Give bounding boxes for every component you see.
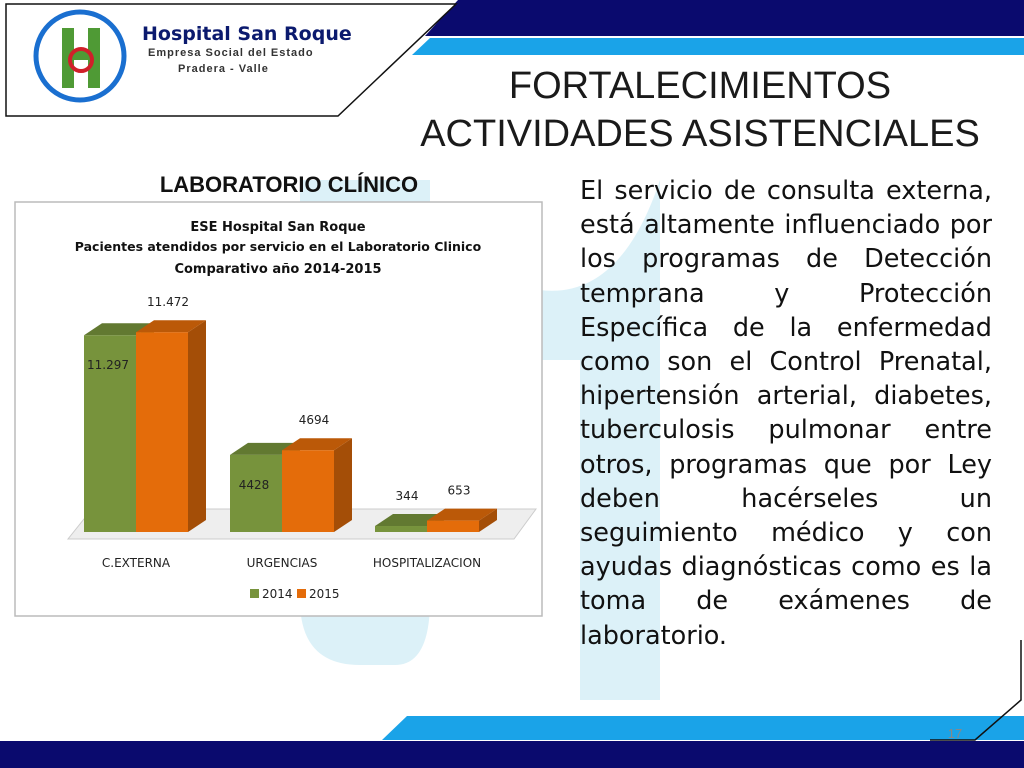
chart-title-line1: ESE Hospital San Roque <box>190 220 366 235</box>
bar-front <box>375 526 427 532</box>
logo-h-bar <box>62 51 100 60</box>
data-label-2014-1: 11.297 <box>87 358 129 373</box>
category-label-1: C.EXTERNA <box>101 556 171 570</box>
bar-front <box>136 332 188 532</box>
hospital-logo <box>30 8 352 108</box>
slide-title-line1: FORTALECIMIENTOS <box>508 65 892 107</box>
logo-name: Hospital San Roque <box>142 23 352 45</box>
bar-2015-2 <box>282 438 352 532</box>
category-label-3: HOSPITALIZACION <box>372 556 482 570</box>
data-label-2014-2: 4428 <box>238 477 270 492</box>
legend-swatch-2015 <box>297 589 306 598</box>
bar-side <box>334 438 352 532</box>
bottom-cyan-bar <box>382 716 1024 740</box>
category-label-2: URGENCIAS <box>246 556 318 570</box>
bar-2015-1 <box>136 320 206 532</box>
data-label-2015-2: 4694 <box>298 413 330 428</box>
top-cyan-bar <box>412 38 1024 55</box>
bottom-navy-bar <box>0 741 1024 768</box>
bar-side <box>188 320 206 532</box>
top-navy-bar <box>425 0 1024 36</box>
bar-chart <box>14 201 544 618</box>
logo-subtitle: Empresa Social del Estado <box>148 47 314 59</box>
chart-title-line2: Pacientes atendidos por servicio en el Laboratorio Clinico <box>74 239 482 254</box>
page-number: 17 <box>947 726 963 741</box>
logo-location: Pradera - Valle <box>178 63 269 75</box>
legend-label-2015: 2015 <box>309 587 340 601</box>
chart-title-line3: Comparativo año 2014-2015 <box>174 262 382 277</box>
data-label-2015-3: 653 <box>447 483 471 498</box>
body-paragraph: El servicio de consulta externa, está altamente influenciado por los programas de Detección temprana y Protección Específica de la enfermedad como son el Control Prenatal, hipertensión arterial, diabetes, tuberculosis pulmonar entre otros, programas que por Ley deben hacérseles un seguimiento médico y con ayudas diagnósticas como es la toma de exámenes de laboratorio. <box>580 176 992 651</box>
bar-front <box>282 450 334 532</box>
legend-swatch-2014 <box>250 589 259 598</box>
data-label-2015-1: 11.472 <box>147 295 189 310</box>
slide-title <box>380 62 1020 158</box>
legend-label-2014: 2014 <box>262 587 293 601</box>
data-label-2014-3: 344 <box>395 489 419 504</box>
bar-front <box>427 521 479 532</box>
bar-front <box>230 455 282 532</box>
section-title: LABORATORIO CLÍNICO <box>159 172 419 197</box>
slide-title-line2: ACTIVIDADES ASISTENCIALES <box>420 113 980 155</box>
